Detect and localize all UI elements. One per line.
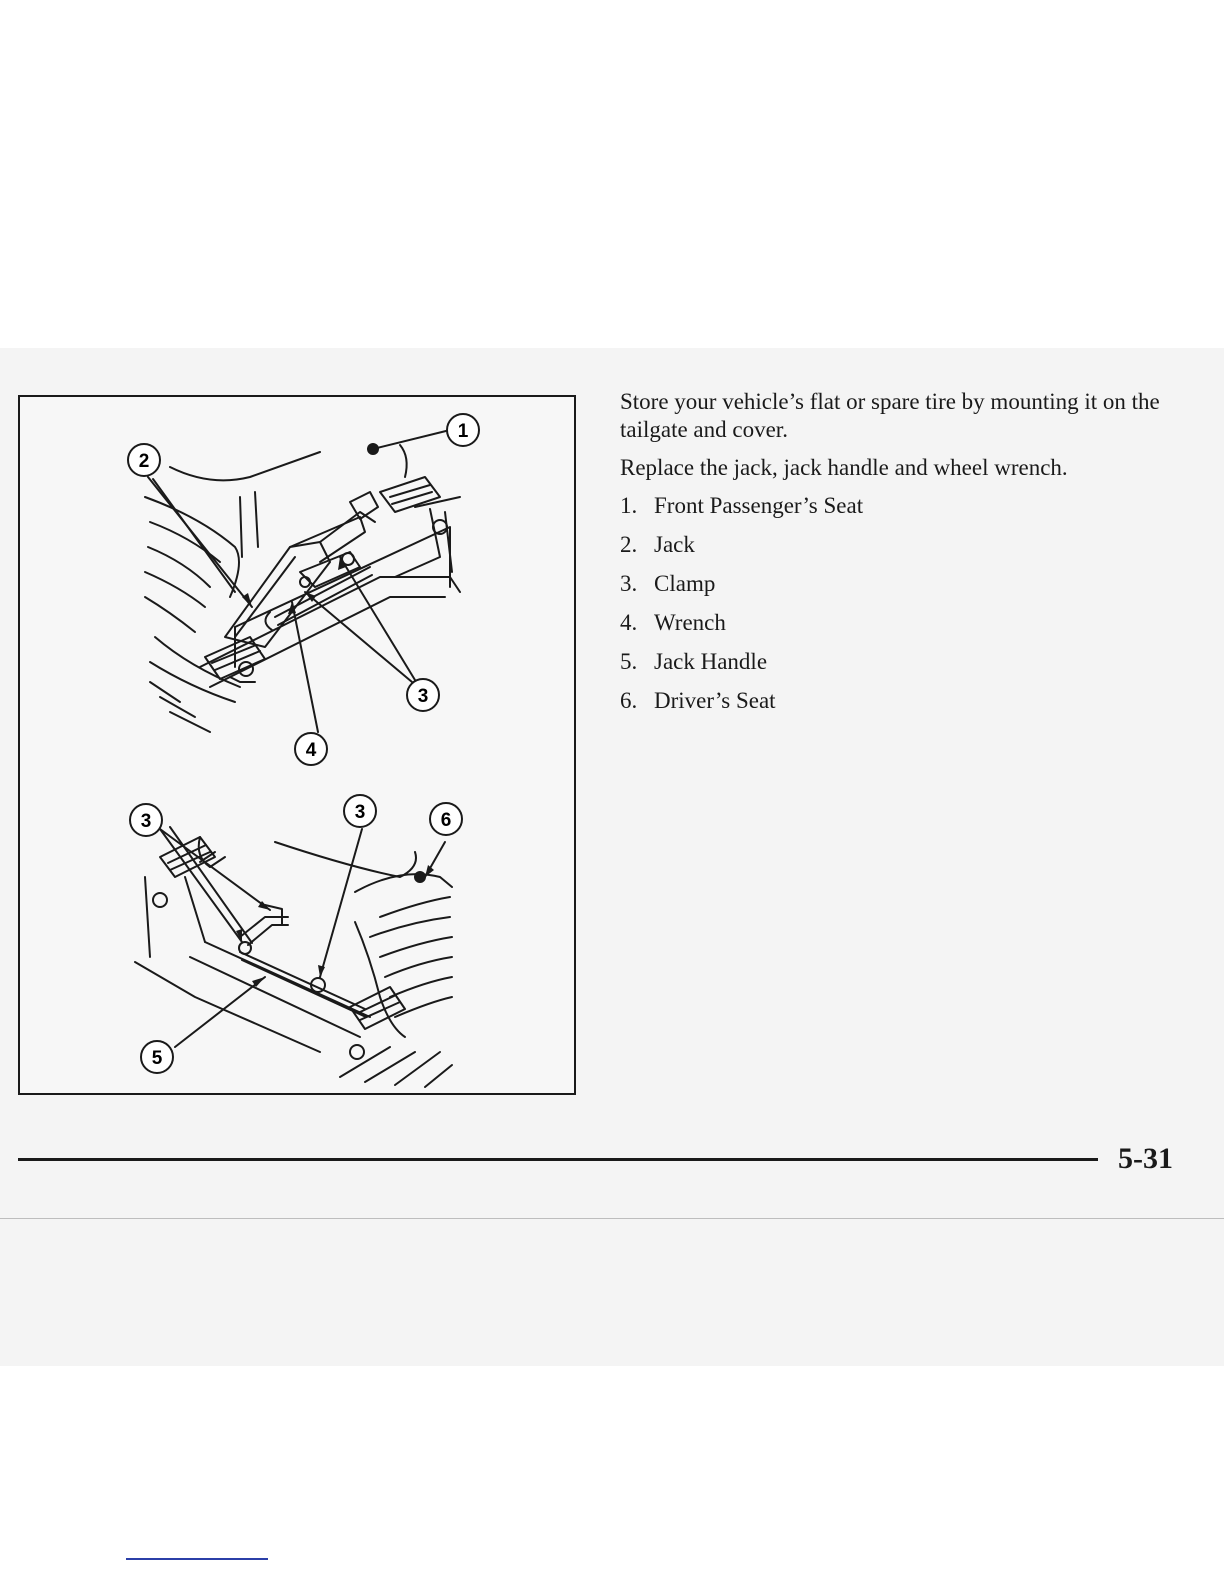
legend-number: 4. [620, 610, 638, 635]
callout-1 [447, 414, 479, 446]
legend-label: Jack Handle [654, 649, 768, 674]
legend-number: 5. [620, 649, 638, 674]
figure-legend [620, 492, 1180, 715]
callout-2 [128, 444, 160, 476]
legend-label: Driver’s Seat [654, 688, 776, 713]
svg-text:2: 2 [138, 451, 150, 472]
legend-number: 6. [620, 688, 638, 713]
legend-label: Clamp [654, 571, 716, 596]
svg-text:1: 1 [457, 421, 469, 442]
svg-text:3: 3 [140, 811, 152, 832]
callout-3-top [407, 679, 439, 711]
legend-item [620, 531, 1180, 559]
page-edge-line [0, 1218, 1224, 1219]
callout-6 [430, 803, 462, 835]
legend-item [620, 687, 1180, 715]
svg-text:3: 3 [354, 802, 366, 823]
callout-3-bottom-left [130, 804, 162, 836]
legend-item [620, 648, 1180, 676]
callout-3-bottom-center [344, 795, 376, 827]
jack-storage-illustration [18, 395, 576, 1095]
callout-5 [141, 1041, 173, 1073]
jack-storage-drawing [20, 397, 574, 1093]
legend-item [620, 609, 1180, 637]
legend-label: Wrench [654, 610, 726, 635]
legend-item [620, 492, 1180, 520]
legend-number: 3. [620, 571, 638, 596]
legend-label: Jack [654, 532, 695, 557]
legend-item [620, 570, 1180, 598]
callout-4 [295, 733, 327, 765]
legend-label: Front Passenger’s Seat [654, 493, 864, 518]
legend-number: 2. [620, 532, 638, 557]
page-number: 5-31 [1118, 1142, 1173, 1175]
legend-number: 1. [620, 493, 638, 518]
bottom-underline [126, 1558, 268, 1560]
body-paragraph-tire-storage: Store your vehicle’s flat or spare tire by mounting it on the tailgate and cover. [620, 389, 1160, 442]
body-paragraph-replace-jack: Replace the jack, jack handle and wheel wrench. [620, 455, 1068, 480]
svg-text:6: 6 [440, 810, 452, 831]
svg-text:3: 3 [417, 686, 429, 707]
instructions-column [620, 388, 1180, 726]
svg-text:4: 4 [305, 740, 317, 761]
svg-text:5: 5 [151, 1048, 163, 1069]
footer-rule [18, 1158, 1098, 1161]
